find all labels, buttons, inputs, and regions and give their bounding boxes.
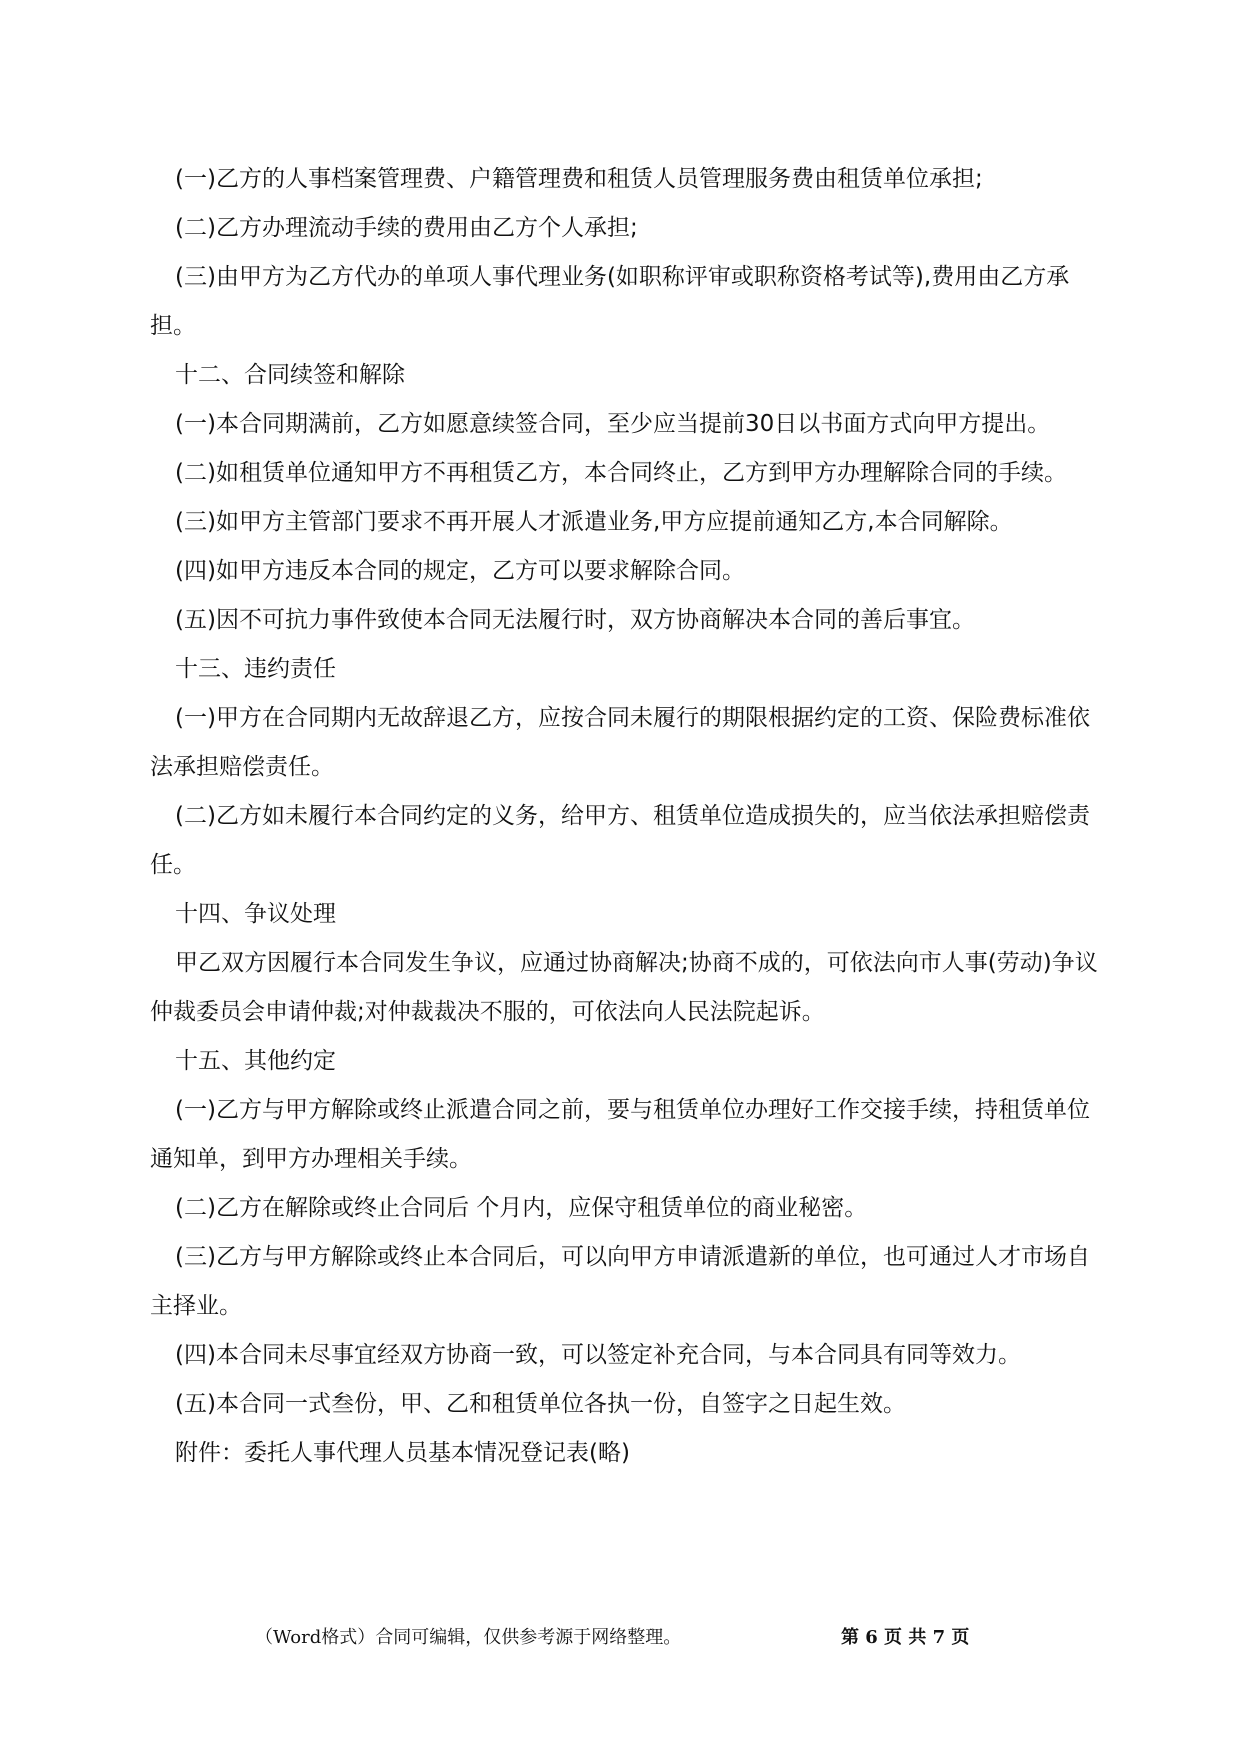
document-body (150, 155, 1100, 1478)
paragraph: (二)乙方办理流动手续的费用由乙方个人承担; (175, 215, 638, 241)
paragraph: (二)乙方如未履行本合同约定的义务，给甲方、租赁单位造成损失的，应当依法承担赔偿责任。 (150, 803, 1090, 878)
paragraph: (二)乙方在解除或终止合同后 个月内，应保守租赁单位的商业秘密。 (175, 1195, 868, 1221)
paragraph: (一)乙方与甲方解除或终止派遣合同之前，要与租赁单位办理好工作交接手续，持租赁单位通知单，到甲方办理相关手续。 (150, 1097, 1090, 1172)
paragraph: (一)本合同期满前，乙方如愿意续签合同，至少应当提前30日以书面方式向甲方提出。 (175, 411, 1051, 437)
section-heading: 十五、其他约定 (175, 1048, 336, 1074)
footer-note: （Word格式）合同可编辑，仅供参考源于网络整理。 (255, 1627, 682, 1648)
attachment-line: 附件：委托人事代理人员基本情况登记表(略) (175, 1440, 630, 1466)
paragraph: (三)由甲方为乙方代办的单项人事代理业务(如职称评审或职称资格考试等),费用由乙方承担。 (150, 264, 1070, 339)
paragraph: (一)乙方的人事档案管理费、户籍管理费和租赁人员管理服务费由租赁单位承担; (175, 166, 983, 192)
paragraph: (三)如甲方主管部门要求不再开展人才派遣业务,甲方应提前通知乙方,本合同解除。 (175, 509, 1013, 535)
paragraph: (五)因不可抗力事件致使本合同无法履行时，双方协商解决本合同的善后事宜。 (175, 607, 975, 633)
paragraph: (二)如租赁单位通知甲方不再租赁乙方，本合同终止，乙方到甲方办理解除合同的手续。 (175, 460, 1067, 486)
paragraph: (五)本合同一式叁份，甲、乙和租赁单位各执一份，自签字之日起生效。 (175, 1391, 906, 1417)
section-heading: 十二、合同续签和解除 (175, 362, 405, 388)
paragraph: 甲乙双方因履行本合同发生争议，应通过协商解决;协商不成的，可依法向市人事(劳动)争议仲裁委员会申请仲裁;对仲裁裁决不服的，可依法向人民法院起诉。 (150, 950, 1098, 1025)
section-heading: 十四、争议处理 (175, 901, 336, 927)
paragraph: (四)如甲方违反本合同的规定，乙方可以要求解除合同。 (175, 558, 745, 584)
paragraph: (一)甲方在合同期内无故辞退乙方，应按合同未履行的期限根据约定的工资、保险费标准依法承担赔偿责任。 (150, 705, 1090, 780)
paragraph: (四)本合同未尽事宜经双方协商一致，可以签定补充合同，与本合同具有同等效力。 (175, 1342, 1021, 1368)
page-number: 第 6 页 共 7 页 (841, 1627, 970, 1648)
section-heading: 十三、违约责任 (175, 656, 336, 682)
paragraph: (三)乙方与甲方解除或终止本合同后，可以向甲方申请派遣新的单位，也可通过人才市场自主择业。 (150, 1244, 1090, 1319)
